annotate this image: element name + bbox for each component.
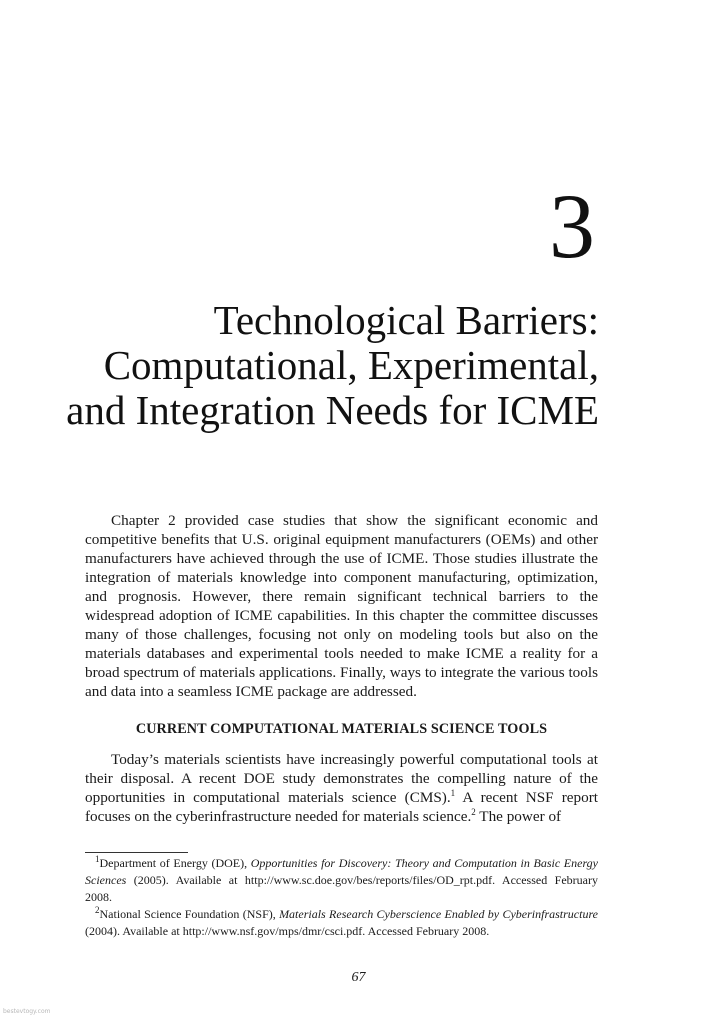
- body-text-part-2: A recent NSF report focuses on the cyberinfrastructure needed for materials science.: [85, 789, 598, 825]
- footnote-marker: 2: [95, 905, 100, 915]
- footnote-marker: 1: [95, 854, 100, 864]
- footnote-text: Department of Energy (DOE),: [99, 856, 251, 870]
- body-section: [85, 750, 598, 826]
- watermark: bestevtogy.com: [3, 1008, 51, 1015]
- footnote-1: [85, 855, 598, 906]
- chapter-number: 3: [549, 175, 595, 277]
- footnote-divider: [85, 852, 188, 853]
- footnotes: [85, 855, 598, 940]
- chapter-title-line-1: Technological Barriers:: [213, 297, 599, 343]
- intro-section: [85, 511, 598, 701]
- footnote-ref-2: 2: [471, 806, 476, 817]
- body-text-part-1: Today’s materials scientists have increasingly powerful computational tools at their disposal. A recent DOE study demonstrates the compelling nature of the opportunities in computational materials science (CMS).: [85, 751, 598, 806]
- footnote-title: Opportunities for Discovery: Theory and Computation in Basic Energy Sciences: [85, 856, 598, 887]
- intro-paragraph: Chapter 2 provided case studies that show the significant economic and competitive benefits that U.S. original equipment manufacturers (OEMs) and other manufacturers have achieved through the use of ICME. Those studies illustrate the integration of materials knowledge into component manufacturing, optimization, and prognosis. However, there remain significant technical barriers to the widespread adoption of ICME capabilities. In this chapter the committee discusses many of those challenges, focusing not only on modeling tools but also on the materials databases and experimental tools needed to make ICME a reality for a broad spectrum of materials applications. Finally, ways to integrate the various tools and data into a seamless ICME package are addressed.: [85, 512, 598, 700]
- footnote-ref-1: 1: [450, 787, 456, 798]
- footnote-text: (2005). Available at http://www.sc.doe.gov/bes/reports/files/OD_rpt.pdf. Accessed February 2008.: [85, 873, 598, 904]
- chapter-title-line-2: Computational, Experimental,: [103, 342, 599, 388]
- body-text-part-3: The power of: [475, 808, 562, 825]
- footnote-title: Materials Research Cyberscience Enabled by Cyberinfrastructure: [279, 907, 598, 921]
- chapter-title: [39, 298, 599, 433]
- chapter-title-line-3: and Integration Needs for ICME: [66, 387, 599, 433]
- body-paragraph: [85, 750, 598, 826]
- footnote-2: [85, 906, 598, 940]
- page-number: 67: [351, 970, 366, 985]
- footnote-text: National Science Foundation (NSF),: [99, 907, 280, 921]
- footnote-text: (2004). Available at http://www.nsf.gov/mps/dmr/csci.pdf. Accessed February 2008.: [85, 924, 490, 938]
- section-heading: CURRENT COMPUTATIONAL MATERIALS SCIENCE TOOLS: [135, 721, 548, 737]
